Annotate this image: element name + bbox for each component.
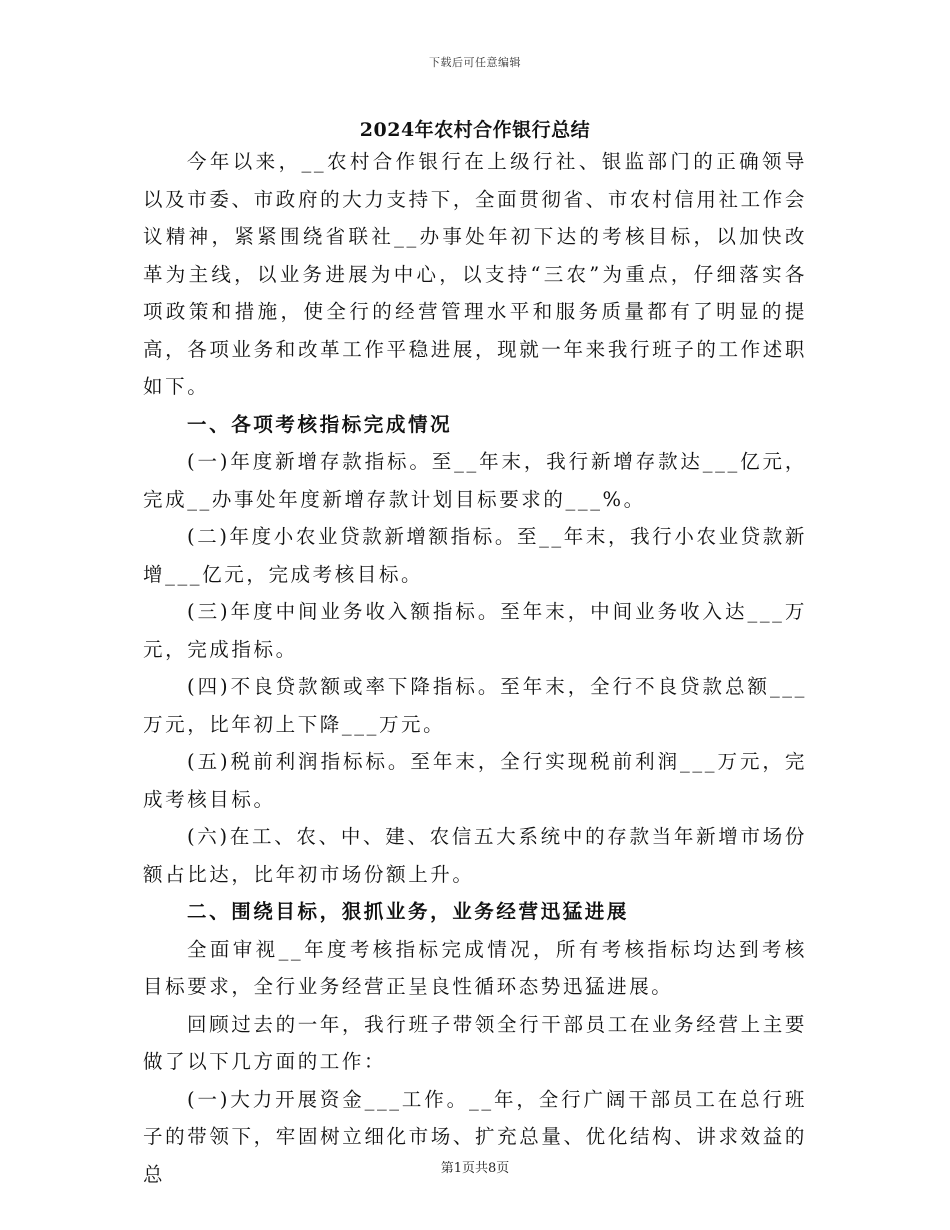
paragraph-item-4: (四)不良贷款额或率下降指标。至年末，全行不良贷款总额___万元，比年初上下降___万元。 — [143, 675, 807, 736]
paragraph-item-5: (五)税前利润指标标。至年末，全行实现税前利润___万元，完成考核目标。 — [143, 750, 807, 811]
header-note: 下载后可任意编辑 — [429, 56, 521, 69]
paragraph-funds: (一)大力开展资金___工作。__年，全行广阔干部员工在总行班子的带领下，牢固树立细化市场、扩充总量、优化结构、讲求效益的总 — [143, 1087, 807, 1186]
section-heading-1: 一、各项考核指标完成情况 — [187, 412, 453, 436]
document-body — [143, 143, 807, 1193]
paragraph-item-6: (六)在工、农、中、建、农信五大系统中的存款当年新增市场份额占比达，比年初市场份额上升。 — [143, 825, 807, 886]
paragraph-item-3: (三)年度中间业务收入额指标。至年末，中间业务收入达___万元，完成指标。 — [143, 600, 807, 661]
paragraph-intro: 今年以来，__农村合作银行在上级行社、银监部门的正确领导以及市委、市政府的大力支持下，全面贯彻省、市农村信用社工作会议精神，紧紧围绕省联社__办事处年初下达的考核目标，以加快改革为主线，以业务进展为中心，以支持“三农”为重点，仔细落实各项政策和措施，使全行的经营管理水平和服务质量都有了明显的提高，各项业务和改革工作平稳进展，现就一年来我行班子的工作述职如下。 — [143, 150, 807, 398]
section-heading-2: 二、围绕目标，狠抓业务，业务经营迅猛进展 — [187, 900, 630, 923]
document-title: 2024年农村合作银行总结 — [359, 119, 591, 141]
paragraph-item-1: (一)年度新增存款指标。至__年末，我行新增存款达___亿元，完成__办事处年度新增存款计划目标要求的___%。 — [143, 450, 807, 511]
paragraph-item-2: (二)年度小农业贷款新增额指标。至__年末，我行小农业贷款新增___亿元，完成考核目标。 — [143, 525, 807, 586]
paragraph-retrospect: 回顾过去的一年，我行班子带领全行干部员工在业务经营上主要做了以下几方面的工作： — [143, 1012, 807, 1073]
page-footer: 第1页共8页 — [440, 1161, 510, 1176]
paragraph-review: 全面审视__年度考核指标完成情况，所有考核指标均达到考核目标要求，全行业务经营正呈良性循环态势迅猛进展。 — [143, 937, 807, 998]
